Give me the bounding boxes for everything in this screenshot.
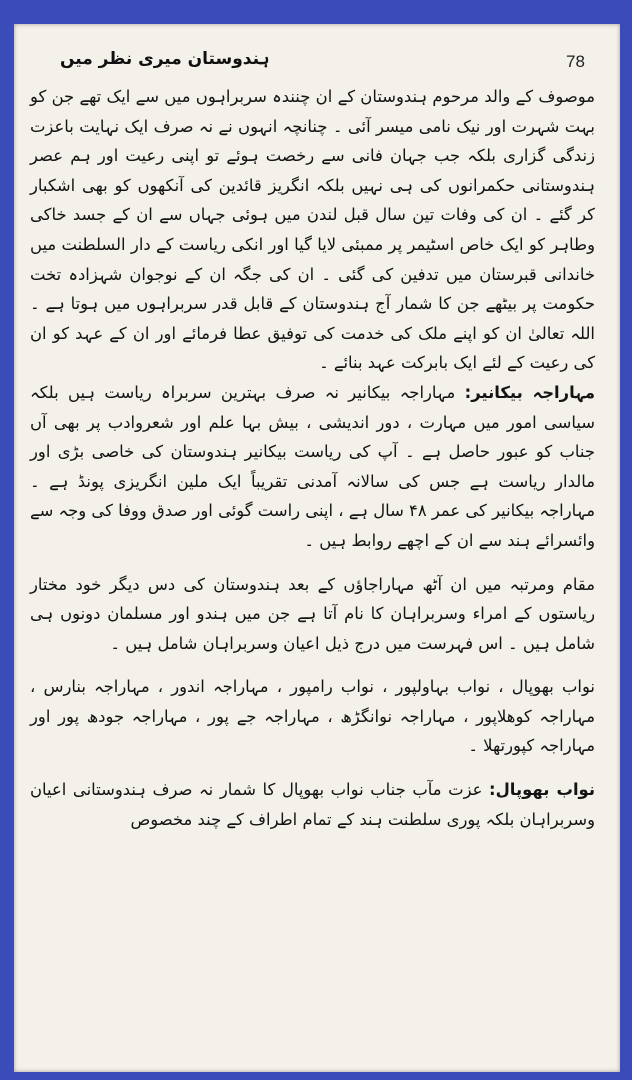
running-title: ہندوستان میری نظر میں (60, 49, 270, 69)
paragraph-5-text: عزت مآب جناب نواب بھوپال کا شمار نہ صرف ہندوستانی اعیان وسربراہان بلکہ پوری سلطنت ہند کے تمام اطراف کے چند مخصوص (30, 780, 595, 829)
paragraph-1-text: موصوف کے والد مرحوم ہندوستان کے ان چنندہ سربراہوں میں سے ایک تھے جن کو بہت شہرت اور نیک نامی میسر آئی ۔ چنانچہ انہوں نے نہ صرف ایک نہایت باعزت زندگی گزاری بلکہ جب جہان فانی سے رخصت ہوئے تو اپنی رعیت اور ہم عصر ہندوستانی حکمرانوں کی ہی نہیں بلکہ انگریز قائدین کی آنکھوں کو بھی اشکبار کر گئے ۔ ان کی وفات تین سال قبل لندن میں ہوئی جہاں سے ان کے جسد خاکی وطاہر کو ایک خاص اسٹیمر پر ممبئی لایا گیا اور انکی ریاست کے دار السلطنت میں خاندانی قبرستان میں تدفین کی گئی ۔ ان کی جگہ ان کے نوجوان شہزادہ تخت حکومت پر بیٹھے جن کا شمار آج ہندوستان کے قابل قدر سربراہوں میں ہوتا ہے ۔ اللہ تعالیٰ ان کو اپنے ملک کی خدمت کی توفیق عطا فرمائے اور ان کے عہد کو ان کی رعیت کے لئے ایک بابرکت عہد بنائے ۔ (30, 87, 595, 373)
page-number: 78 (566, 52, 585, 71)
paragraph-2 (30, 378, 595, 556)
paragraph-5-lead: نواب بھوپال: (489, 780, 595, 800)
paragraph-3 (30, 570, 595, 659)
paragraph-2-lead: مہاراجہ بیکانیر: (464, 382, 595, 402)
paragraph-2-text: مہاراجہ بیکانیر نہ صرف بہترین سربراہ ریاست ہیں بلکہ سیاسی امور میں مہارت ، دور اندیشی ، بیش بہا علم اور شعروادب پر بھی آں جناب کو عبور حاصل ہے ۔ آپ کی ریاست بیکانیر ہندوستان کی خاصی بڑی اور مالدار ریاست ہے جس کی سالانہ آمدنی تقریباً ایک ملین انگریزی پونڈ ہے ۔ مہاراجہ بیکانیر کی عمر ۴۸ سال ہے ، اپنی راست گوئی اور صدق ووفا کی وجہ سے وائسرائے ہند سے ان کے اچھے روابط ہیں ۔ (30, 382, 595, 550)
paragraph-4-text: نواب بھوپال ، نواب بہاولپور ، نواب رامپور ، مہاراجہ اندور ، مہاراجہ بنارس ، مہاراجہ کوھلاپور ، مہاراجہ نوانگڑھ ، مہاراجہ جے پور ، مہاراجہ جودھ پور اور مہاراجہ کپورتھلا ۔ (30, 677, 595, 756)
paragraph-3-text: مقام ومرتبہ میں ان آٹھ مہاراجاؤں کے بعد ہندوستان کی دس دیگر خود مختار ریاستوں کے امراء وسربراہان کا نام آتا ہے جن میں ہندو اور مسلمان دونوں ہی شامل ہیں ۔ اس فہرست میں درج ذیل اعیان وسربراہان شامل ہیں ۔ (30, 574, 595, 653)
paragraph-4 (30, 672, 595, 761)
paragraph-1 (30, 82, 595, 378)
paragraph-5 (30, 775, 595, 834)
body-text (30, 82, 595, 834)
